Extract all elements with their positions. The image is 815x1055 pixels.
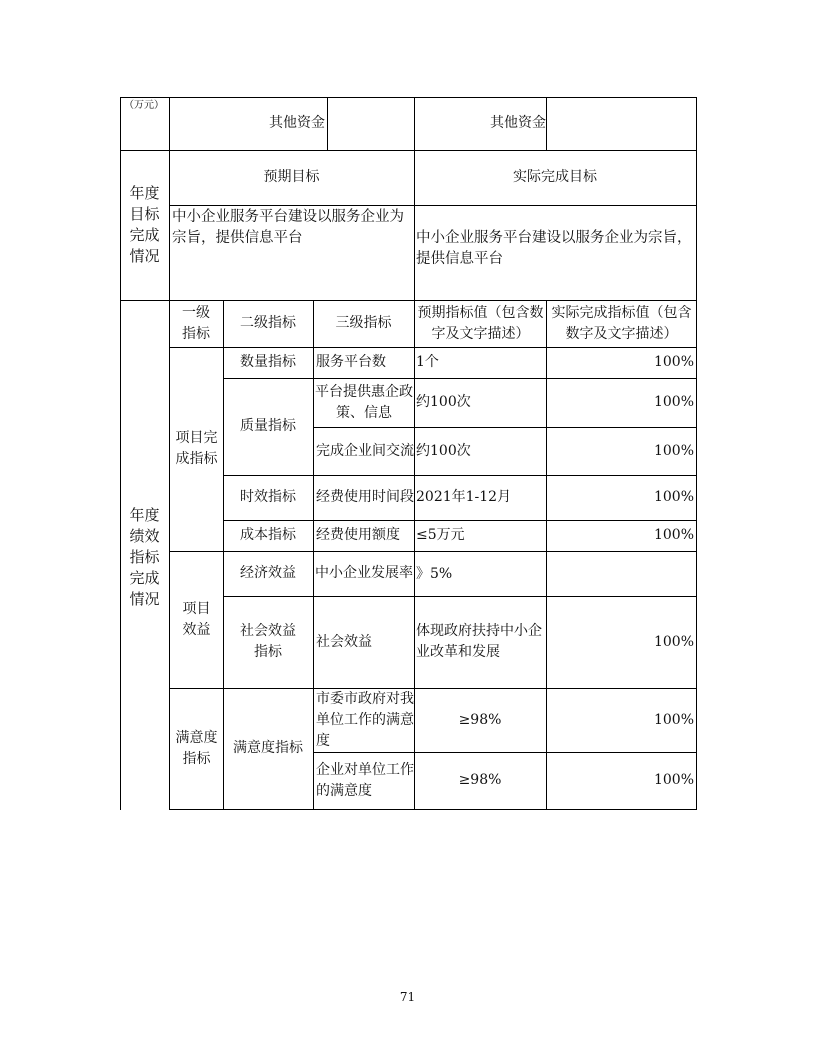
level2-economic: 经济效益 <box>240 565 296 581</box>
level3-cell: 中小企业发展率 <box>315 565 413 581</box>
level3-cell: 服务平台数 <box>316 354 386 370</box>
grid-line <box>696 97 697 810</box>
expected-cell: 》5% <box>416 566 453 582</box>
actual-cell: 100% <box>653 354 694 370</box>
actual-goal-text: 中小企业服务平台建设以服务企业为宗旨，提供信息平台 <box>416 230 692 267</box>
actual-cell: 100% <box>653 527 694 543</box>
header-actual: 实际完成指标值（包含数字及文字描述） <box>551 304 692 342</box>
level3-cell: 企业对单位工作的满意度 <box>316 761 414 799</box>
level3-cell: 平台提供惠企政策、信息 <box>315 383 413 421</box>
level2-timeliness: 时效指标 <box>240 489 296 505</box>
level2-quality: 质量指标 <box>240 418 296 434</box>
level3-cell: 经费使用时间段 <box>316 489 414 505</box>
expected-goal-text: 中小企业服务平台建设以服务企业为宗旨，提供信息平台 <box>172 209 404 246</box>
expected-goal-header: 预期目标 <box>263 169 320 185</box>
expected-cell: 1个 <box>416 354 439 370</box>
group-project-benefit: 项目效益 <box>182 600 211 638</box>
level2-quantity: 数量指标 <box>240 354 296 370</box>
actual-cell <box>546 551 696 596</box>
level2-satisfaction: 满意度指标 <box>233 740 303 756</box>
actual-cell: 100% <box>653 489 694 505</box>
goal-row-label: 年度 目标 完成 情况 <box>129 184 160 265</box>
expected-cell: 约100次 <box>416 442 471 459</box>
level2-social: 社会效益指标 <box>240 623 296 660</box>
performance-row-label: 年度 绩效 指标 完成 情况 <box>129 506 160 608</box>
grid-line <box>546 97 547 150</box>
unit-label: （万元） <box>124 100 164 111</box>
expected-cell: ≥98% <box>458 772 502 788</box>
header-level2: 二级指标 <box>240 315 296 331</box>
actual-goal-header: 实际完成目标 <box>513 169 597 185</box>
header-expected: 预期指标值（包含数字及文字描述） <box>417 304 544 342</box>
expected-cell: ≥98% <box>458 711 502 728</box>
grid-line <box>169 205 696 206</box>
other-funds-label-right: 其他资金 <box>490 115 546 131</box>
expected-cell: 体现政府扶持中小企业改革和发展 <box>416 623 542 660</box>
expected-cell: 约100次 <box>416 394 471 410</box>
level3-cell: 社会效益 <box>316 633 372 650</box>
expected-cell: 2021年1-12月 <box>416 489 512 505</box>
actual-cell: 100% <box>653 442 694 459</box>
level3-cell: 市委市政府对我单位工作的满意度 <box>316 690 414 749</box>
group-project-completion: 项目完成指标 <box>175 430 218 467</box>
header-level1: 一级指标 <box>182 304 210 342</box>
level3-cell: 完成企业间交流 <box>316 442 414 459</box>
actual-cell: 100% <box>653 633 694 650</box>
other-funds-label-left: 其他资金 <box>269 115 325 131</box>
actual-cell: 100% <box>653 711 694 728</box>
grid-line <box>169 809 696 810</box>
level2-cost: 成本指标 <box>240 527 296 543</box>
actual-cell: 100% <box>653 772 694 788</box>
group-satisfaction: 满意度指标 <box>175 729 218 767</box>
header-level3: 三级指标 <box>335 315 392 331</box>
expected-cell: ≤5万元 <box>416 527 465 543</box>
page-number: 71 <box>399 990 416 1004</box>
level3-cell: 经费使用额度 <box>316 527 400 543</box>
actual-cell: 100% <box>653 394 694 410</box>
grid-line <box>327 97 328 150</box>
